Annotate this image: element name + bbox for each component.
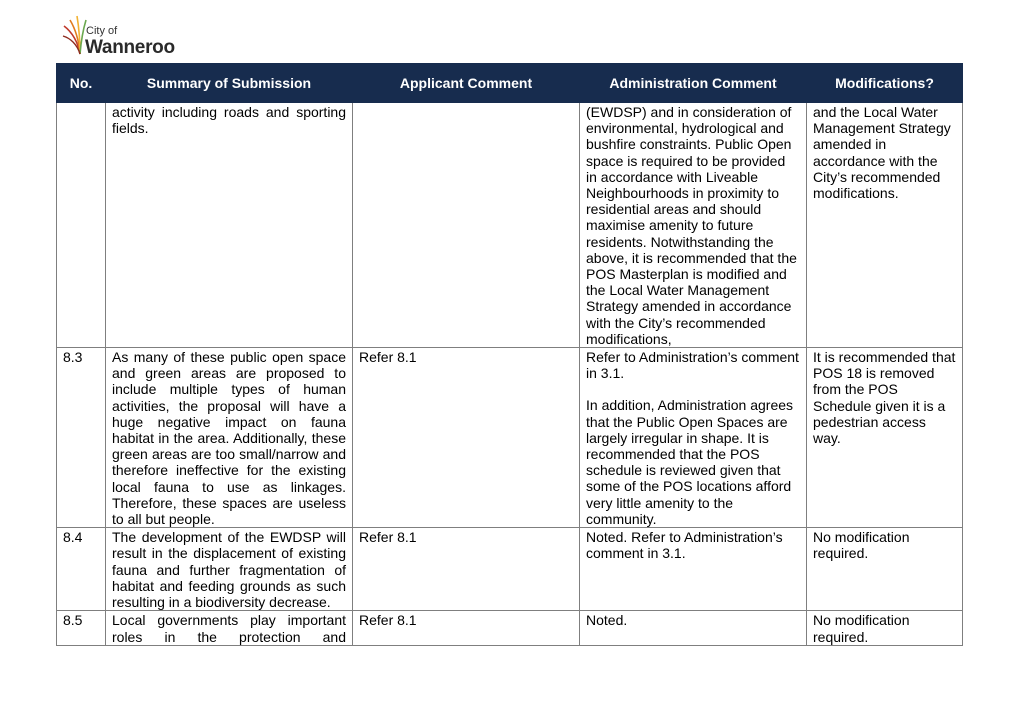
cell-no: 8.4	[57, 528, 106, 611]
cell-applicant	[353, 103, 580, 348]
cell-modifications: No modification required.	[807, 528, 963, 611]
administration-paragraph: Refer to Administration’s comment in 3.1.	[586, 349, 799, 382]
header-applicant-comment: Applicant Comment	[353, 64, 580, 103]
cell-summary: Local governments play important roles in the protection and	[106, 611, 353, 645]
cell-summary: As many of these public open space and green areas are proposed to include multiple types of human activities, the proposal will have a huge negative impact on fauna habitat in the area. Additionally, these green areas are too small/narrow and therefore ineffective for the existing local fauna to use as linkages. Therefore, these spaces are useless to all but people.	[106, 348, 353, 528]
cell-administration	[580, 348, 807, 528]
table-row	[57, 103, 963, 348]
submissions-table	[56, 63, 963, 646]
cell-applicant: Refer 8.1	[353, 611, 580, 645]
cell-no: 8.3	[57, 348, 106, 528]
header-no: No.	[57, 64, 106, 103]
city-logo	[62, 14, 192, 60]
administration-paragraph: (EWDSP) and in consideration of environmental, hydrological and bushfire constraints. Public Open space is required to be provided in accordance with Liveable Neighbourhoods in proximity to residential areas and should maximise amenity to future residents. Notwithstanding the above, it is recommended that the POS Masterplan is modified and the Local Water Management Strategy amended in accordance with the City’s recommended modifications,	[586, 104, 797, 347]
table-header-row	[57, 64, 963, 103]
logo-name-text: Wanneroo	[85, 37, 175, 58]
cell-modifications: and the Local Water Management Strategy amended in accordance with the City’s recommended modifications.	[807, 103, 963, 348]
cell-summary: The development of the EWDSP will result in the displacement of existing fauna and further fragmentation of habitat and feeding grounds as such resulting in a biodiversity decrease.	[106, 528, 353, 611]
administration-paragraph: Noted.	[586, 612, 628, 629]
cell-summary: activity including roads and sporting fields.	[106, 103, 353, 348]
cell-no: 8.5	[57, 611, 106, 645]
header-administration-comment: Administration Comment	[580, 64, 807, 103]
cell-administration	[580, 103, 807, 348]
administration-paragraph: In addition, Administration agrees that the Public Open Spaces are largely irregular in shape. It is recommended that the POS schedule is reviewed given that some of the POS locations afford very little amenity to the community.	[586, 397, 794, 527]
table-row	[57, 528, 963, 611]
logo-city-text: City of	[86, 25, 118, 37]
cell-administration	[580, 528, 807, 611]
table-row	[57, 611, 963, 645]
cell-applicant: Refer 8.1	[353, 528, 580, 611]
cell-administration	[580, 611, 807, 645]
cell-modifications: It is recommended that POS 18 is removed from the POS Schedule given it is a pedestrian access way.	[807, 348, 963, 528]
cell-applicant: Refer 8.1	[353, 348, 580, 528]
cell-no	[57, 103, 106, 348]
table-row	[57, 348, 963, 528]
cell-modifications: No modification required.	[807, 611, 963, 645]
header-summary: Summary of Submission	[106, 64, 353, 103]
header-modifications: Modifications?	[807, 64, 963, 103]
administration-paragraph: Noted. Refer to Administration’s comment in 3.1.	[586, 529, 783, 562]
